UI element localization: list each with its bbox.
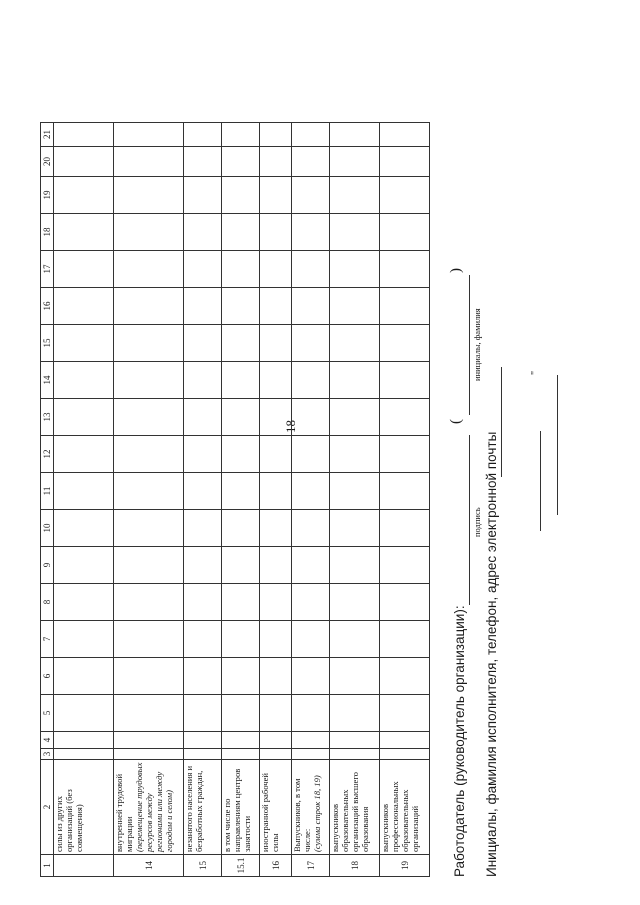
row-label-text: внутренней трудовой миграции <box>114 773 135 852</box>
column-number: 12 <box>41 436 54 473</box>
column-number: 6 <box>41 658 54 695</box>
row-number: 18 <box>330 855 380 877</box>
row-label-note: (перемещение трудовых ресурсов между регионами или между городом и селом) <box>134 762 174 852</box>
signature-line <box>469 435 470 605</box>
column-number: 5 <box>41 695 54 732</box>
row-label-note: (сумма строк 18, 19) <box>312 775 323 852</box>
row-number: 17 <box>292 855 330 877</box>
column-number: 11 <box>41 473 54 510</box>
column-number: 21 <box>41 123 54 147</box>
column-number: 4 <box>41 732 54 749</box>
column-number: 16 <box>41 288 54 325</box>
column-number: 8 <box>41 584 54 621</box>
row-label-text: Выпускников, в том числе: <box>292 778 313 852</box>
date-line-2 <box>557 375 558 515</box>
column-number: 7 <box>41 621 54 658</box>
column-number: 19 <box>41 177 54 214</box>
column-number: 14 <box>41 362 54 399</box>
close-paren: ) <box>448 268 464 273</box>
name-line <box>469 275 470 415</box>
contacts-label: Инициалы, фамилия исполнителя, телефон, адрес электронной почты <box>484 431 499 877</box>
column-number: 1 <box>41 855 54 877</box>
column-number: 10 <box>41 510 54 547</box>
column-number: 3 <box>41 749 54 760</box>
signature-caption: подпись <box>472 507 482 537</box>
date-line <box>540 431 541 531</box>
column-number: 9 <box>41 547 54 584</box>
column-number: 15 <box>41 325 54 362</box>
employer-label: Работодатель (руководитель организации): <box>452 605 467 877</box>
column-number: 20 <box>41 147 54 177</box>
open-paren: ( <box>448 419 464 424</box>
row-label-text: силы из других организаций (без совмещения) <box>54 789 85 852</box>
row-number: 16 <box>260 855 292 877</box>
row-number: 14 <box>114 855 184 877</box>
column-number: 17 <box>41 251 54 288</box>
contacts-line <box>501 367 502 477</box>
row-label-text: иностранной рабочей силы <box>260 772 281 852</box>
row-label-text: незанятого населения и безработных граждан, <box>184 765 205 852</box>
row-number: 15 <box>184 855 222 877</box>
column-number: 18 <box>41 214 54 251</box>
column-number: 13 <box>41 399 54 436</box>
row-label-text: выпускников образовательных организаций высшего образования <box>330 772 370 852</box>
row-number: 19 <box>380 855 430 877</box>
page-number: 18 <box>283 420 298 433</box>
date-quote: " <box>530 370 541 375</box>
name-caption: инициалы, фамилия <box>472 308 482 381</box>
column-number: 2 <box>41 760 54 855</box>
row-label-text: в том числе по направлениям центров занятости <box>222 768 253 852</box>
row-label-text: выпускников профессиональных образовательных организаций <box>380 781 420 852</box>
row-number: 15.1 <box>222 855 260 877</box>
